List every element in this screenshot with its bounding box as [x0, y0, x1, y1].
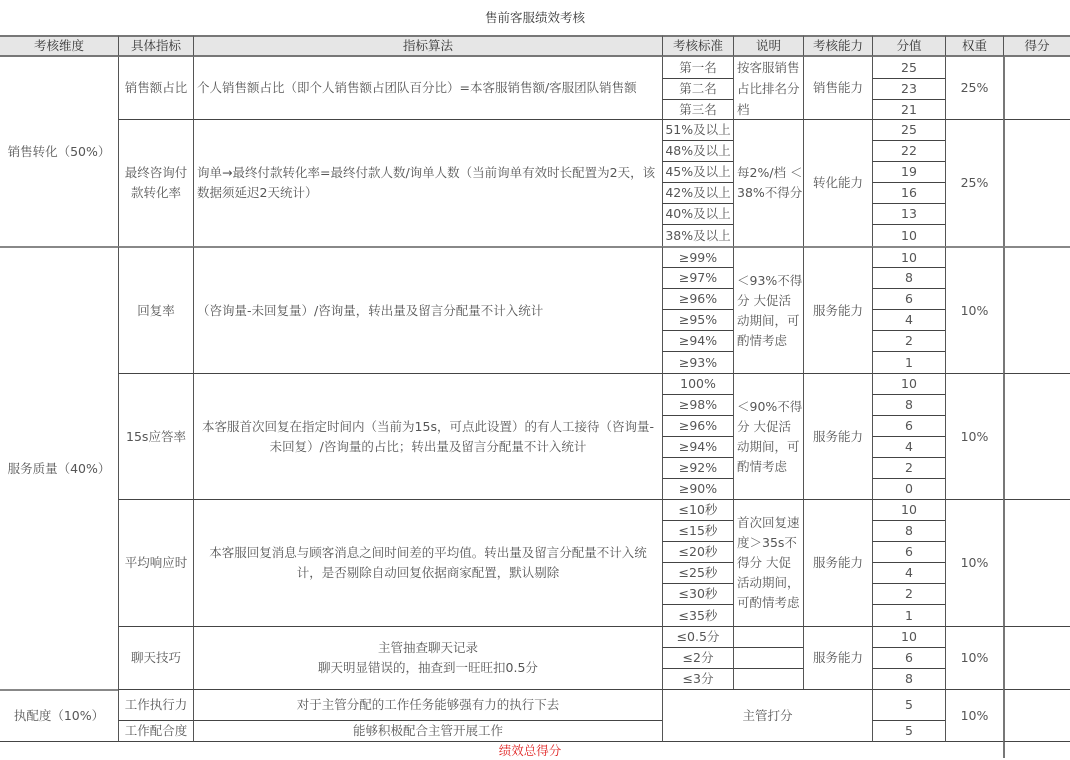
- standard-cell: ≥99%: [662, 246, 733, 267]
- standard-cell: ≤35秒: [662, 604, 733, 626]
- score-value-cell: 10: [872, 373, 945, 394]
- note-empty-cell: [733, 626, 803, 647]
- header-score-value: 分值: [872, 35, 945, 57]
- header-dimension: 考核维度: [0, 35, 118, 57]
- score-value-cell: 4: [872, 436, 945, 457]
- standard-cell: ≤30秒: [662, 583, 733, 604]
- execution-scoring-method: 主管打分: [662, 689, 872, 742]
- formula-chat-skills-line1: 主管抽查聊天记录: [377, 640, 478, 655]
- indicator-sales-share: 销售额占比: [118, 57, 193, 119]
- score-value-cell: 10: [872, 224, 945, 246]
- ability-conversion-rate: 转化能力: [803, 119, 872, 246]
- dimension-execution: 执配度（10%）: [0, 689, 118, 742]
- score-value-cell: 4: [872, 562, 945, 583]
- score-value-cell: 4: [872, 309, 945, 330]
- ability-reply-rate: 服务能力: [803, 246, 872, 373]
- note-reply-rate: ＜93%不得分 大促活动期间，可酌情考虑: [733, 246, 803, 373]
- formula-15s-response-rate: 本客服首次回复在指定时间内（当前为15s，可点此设置）的有人工接待（咨询量-未回复）/咨询量的占比；转出量及留言分配量不计入统计: [193, 373, 662, 499]
- score-value-cell: 23: [872, 78, 945, 99]
- standard-cell: 第三名: [662, 99, 733, 119]
- score-value-cell: 10: [872, 626, 945, 647]
- weight-sales-share: 25%: [945, 57, 1003, 119]
- header-standard: 考核标准: [662, 35, 733, 57]
- score-value-cell: 25: [872, 57, 945, 78]
- score-value-cell: 8: [872, 520, 945, 541]
- note-15s-response-rate: ＜90%不得分 大促活动期间，可酌情考虑: [733, 373, 803, 499]
- ability-chat-skills: 服务能力: [803, 626, 872, 689]
- standard-cell: 100%: [662, 373, 733, 394]
- page-title: 售前客服绩效考核: [484, 10, 585, 25]
- ability-15s-response-rate: 服务能力: [803, 373, 872, 499]
- earned-score-cell[interactable]: [1003, 119, 1070, 246]
- standard-cell: ≥93%: [662, 351, 733, 373]
- score-value-cell: 6: [872, 647, 945, 668]
- standard-cell: ≥96%: [662, 288, 733, 309]
- standard-cell: ≥92%: [662, 457, 733, 478]
- note-sales-share: 按客服销售占比排名分档: [733, 57, 803, 119]
- header-earned-score: 得分: [1003, 35, 1070, 57]
- standard-cell: ≤10秒: [662, 499, 733, 520]
- standard-cell: ≤25秒: [662, 562, 733, 583]
- ability-avg-response-time: 服务能力: [803, 499, 872, 626]
- formula-avg-response-time: 本客服回复消息与顾客消息之间时间差的平均值。转出量及留言分配量不计入统计，是否剔除自动回复依据商家配置，默认剔除: [193, 499, 662, 626]
- score-value-cell: 25: [872, 119, 945, 140]
- header-weight: 权重: [945, 35, 1003, 57]
- standard-cell: 38%及以上: [662, 224, 733, 246]
- standard-cell: 42%及以上: [662, 182, 733, 203]
- score-value-cell: 2: [872, 583, 945, 604]
- formula-sales-share: 个人销售额占比（即个人销售额占团队百分比）=本客服销售额/客服团队销售额: [193, 57, 662, 119]
- score-value-cell: 10: [872, 246, 945, 267]
- indicator-conversion-rate: 最终咨询付款转化率: [118, 119, 193, 246]
- score-value-cell: 10: [872, 499, 945, 520]
- standard-cell: ≤3分: [662, 668, 733, 689]
- earned-score-cell[interactable]: [1003, 246, 1070, 373]
- standard-cell: ≤15秒: [662, 520, 733, 541]
- weight-execution: 10%: [945, 689, 1003, 742]
- dimension-service-quality: 服务质量（40%）: [0, 246, 118, 689]
- score-value-cell: 1: [872, 351, 945, 373]
- score-value-cell: 6: [872, 288, 945, 309]
- formula-work-cooperation: 能够积极配合主管开展工作: [193, 720, 662, 742]
- score-value-cell: 8: [872, 394, 945, 415]
- weight-15s-response-rate: 10%: [945, 373, 1003, 499]
- indicator-work-cooperation: 工作配合度: [118, 720, 193, 742]
- score-value-cell: 16: [872, 182, 945, 203]
- total-score-divider: [1003, 742, 1005, 758]
- score-value-cell: 5: [872, 720, 945, 742]
- indicator-reply-rate: 回复率: [118, 246, 193, 373]
- indicator-15s-response-rate: 15s应答率: [118, 373, 193, 499]
- formula-chat-skills-line2: 聊天明显错误的，抽查到一旺旺扣0.5分: [318, 660, 538, 675]
- standard-cell: ≥94%: [662, 436, 733, 457]
- ability-sales-share: 销售能力: [803, 57, 872, 119]
- total-score-label: 绩效总得分: [498, 743, 562, 758]
- standard-cell: ≤20秒: [662, 541, 733, 562]
- standard-cell: 40%及以上: [662, 203, 733, 224]
- indicator-chat-skills: 聊天技巧: [118, 626, 193, 689]
- standard-cell: ≥90%: [662, 478, 733, 499]
- earned-score-cell[interactable]: [1003, 499, 1070, 626]
- weight-avg-response-time: 10%: [945, 499, 1003, 626]
- standard-cell: 第二名: [662, 78, 733, 99]
- header-note: 说明: [733, 35, 803, 57]
- earned-score-cell[interactable]: [1003, 689, 1070, 742]
- weight-reply-rate: 10%: [945, 246, 1003, 373]
- header-formula: 指标算法: [193, 35, 662, 57]
- standard-cell: 45%及以上: [662, 161, 733, 182]
- indicator-avg-response-time: 平均响应时: [118, 499, 193, 626]
- note-empty-cell: [733, 668, 803, 689]
- note-empty-cell: [733, 647, 803, 668]
- score-value-cell: 6: [872, 541, 945, 562]
- standard-cell: ≥98%: [662, 394, 733, 415]
- standard-cell: ≥96%: [662, 415, 733, 436]
- formula-conversion-rate: 询单→最终付款转化率=最终付款人数/询单人数（当前询单有效时长配置为2天，该数据须延迟2天统计）: [193, 119, 662, 246]
- score-value-cell: 22: [872, 140, 945, 161]
- note-avg-response-time: 首次回复速度＞35s不得分 大促活动期间，可酌情考虑: [733, 499, 803, 626]
- score-value-cell: 5: [872, 689, 945, 720]
- note-conversion-rate: 每2%/档 ＜38%不得分: [733, 119, 803, 246]
- standard-cell: 48%及以上: [662, 140, 733, 161]
- standard-cell: ≥94%: [662, 330, 733, 351]
- score-value-cell: 8: [872, 668, 945, 689]
- earned-score-cell[interactable]: [1003, 626, 1070, 689]
- standard-cell: ≥95%: [662, 309, 733, 330]
- score-value-cell: 19: [872, 161, 945, 182]
- standard-cell: ≤2分: [662, 647, 733, 668]
- score-value-cell: 6: [872, 415, 945, 436]
- dimension-sales-conversion: 销售转化（50%）: [7, 143, 111, 159]
- score-value-cell: 2: [872, 457, 945, 478]
- header-ability: 考核能力: [803, 35, 872, 57]
- formula-work-execution: 对于主管分配的工作任务能够强有力的执行下去: [193, 689, 662, 720]
- score-value-cell: 13: [872, 203, 945, 224]
- score-value-cell: 0: [872, 478, 945, 499]
- score-value-cell: 2: [872, 330, 945, 351]
- score-value-cell: 1: [872, 604, 945, 626]
- weight-conversion-rate: 25%: [945, 119, 1003, 246]
- weight-chat-skills: 10%: [945, 626, 1003, 689]
- standard-cell: ≤0.5分: [662, 626, 733, 647]
- earned-score-cell[interactable]: [1003, 57, 1070, 119]
- formula-reply-rate: （咨询量-未回复量）/咨询量，转出量及留言分配量不计入统计: [193, 246, 662, 373]
- formula-chat-skills: [193, 626, 662, 689]
- score-value-cell: 8: [872, 267, 945, 288]
- earned-score-cell[interactable]: [1003, 373, 1070, 499]
- score-value-cell: 21: [872, 99, 945, 119]
- header-indicator: 具体指标: [118, 35, 193, 57]
- standard-cell: 51%及以上: [662, 119, 733, 140]
- indicator-work-execution: 工作执行力: [118, 689, 193, 720]
- standard-cell: 第一名: [662, 57, 733, 78]
- standard-cell: ≥97%: [662, 267, 733, 288]
